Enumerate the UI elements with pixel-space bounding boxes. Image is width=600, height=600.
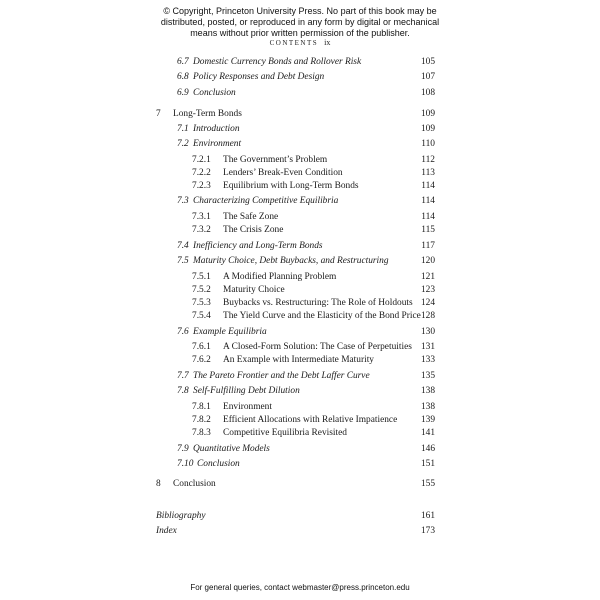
toc-entry-page: 107 <box>420 72 435 82</box>
toc-entry <box>177 444 270 455</box>
copyright-line: means without prior written permission of the publisher. <box>190 28 410 38</box>
toc-entry <box>192 402 272 413</box>
toc-entry <box>192 298 413 309</box>
toc-entry-page: 138 <box>420 402 435 412</box>
toc-entry-page: 112 <box>421 155 435 165</box>
toc-entry <box>192 415 397 426</box>
toc-entry-page: 124 <box>420 298 435 308</box>
toc-entry-number: 7.3 <box>177 196 189 206</box>
toc-entry-title: Domestic Currency Bonds and Rollover Risk <box>193 57 362 67</box>
toc-entry-title: Competitive Equilibria Revisited <box>223 428 347 438</box>
toc-entry <box>192 225 283 236</box>
toc-entry-number: 7.5.1 <box>192 272 211 282</box>
toc-entry-title: The Yield Curve and the Elasticity of the Bond Price <box>223 311 421 321</box>
toc-entry <box>177 327 267 338</box>
toc-entry <box>156 526 177 537</box>
toc-entry-number: 7.2.3 <box>192 181 211 191</box>
toc-entry-page: 105 <box>420 57 435 67</box>
toc-entry-title: Conclusion <box>197 459 240 469</box>
toc-entry <box>192 212 278 223</box>
toc-entry-page: 114 <box>421 196 435 206</box>
toc-entry <box>192 168 343 179</box>
toc-entry-title: Example Equilibria <box>193 327 267 337</box>
running-head-page-number: ix <box>324 38 331 47</box>
toc-entry <box>192 311 421 322</box>
toc-entry-title: Conclusion <box>193 88 236 98</box>
toc-entry-number: 7.6.1 <box>192 342 211 352</box>
toc-entry-title: Characterizing Competitive Equilibria <box>193 196 339 206</box>
toc-entry-title: Index <box>156 526 177 536</box>
toc-entry-number: 7.5.3 <box>192 298 211 308</box>
toc-entry-title: Efficient Allocations with Relative Impatience <box>223 415 398 425</box>
toc-entry-number: 7.9 <box>177 444 189 454</box>
toc-entry-page: 139 <box>420 415 435 425</box>
toc-entry-page: 135 <box>420 371 435 381</box>
footer-contact: For general queries, contact webmaster@press.princeton.edu <box>190 583 410 592</box>
toc-entry-page: 108 <box>420 88 435 98</box>
toc-entry-number: 6.7 <box>177 57 189 67</box>
toc-entry-page: 138 <box>420 386 435 396</box>
toc-entry-title: Environment <box>223 402 272 412</box>
toc-entry-title: An Example with Intermediate Maturity <box>223 355 374 365</box>
toc-entry-number: 6.9 <box>177 88 189 98</box>
toc-entry-title: Environment <box>193 139 242 149</box>
toc-entry <box>177 386 300 397</box>
toc-entry-title: Introduction <box>193 124 240 134</box>
toc-entry-title: Long-Term Bonds <box>173 109 242 119</box>
toc-entry <box>177 72 324 83</box>
toc-entry-page: 121 <box>420 272 435 282</box>
toc-entry-title: Maturity Choice <box>223 285 285 295</box>
toc-entry-page: 155 <box>420 479 435 489</box>
toc-entry-number: 7.8.3 <box>192 428 211 438</box>
toc-entry-title: Lenders’ Break-Even Condition <box>223 168 343 178</box>
toc-entry-title: Equilibrium with Long-Term Bonds <box>223 181 359 191</box>
toc-entry-number: 7.8.2 <box>192 415 211 425</box>
toc-entry <box>192 355 374 366</box>
toc-entry-title: The Pareto Frontier and the Debt Laffer Curve <box>193 371 370 381</box>
toc-entry <box>192 155 327 166</box>
toc-entry-number: 7.2 <box>177 139 189 149</box>
toc-entry-number: 7 <box>156 109 161 119</box>
toc-entry-number: 6.8 <box>177 72 189 82</box>
toc-entry-page: 131 <box>420 342 435 352</box>
toc-entry-title: Self-Fulfilling Debt Dilution <box>193 386 300 396</box>
toc-entry-number: 7.8 <box>177 386 189 396</box>
toc-entry-page: 161 <box>420 511 435 521</box>
toc-entry-number: 7.2.2 <box>192 168 211 178</box>
toc-entry-title: A Closed-Form Solution: The Case of Perpetuities <box>223 342 412 352</box>
toc-entry-page: 173 <box>420 526 435 536</box>
toc-entry <box>177 196 338 207</box>
toc-entry-number: 7.5 <box>177 256 189 266</box>
toc-entry-number: 7.3.2 <box>192 225 211 235</box>
toc-entry-number: 7.8.1 <box>192 402 211 412</box>
toc-entry <box>156 511 205 522</box>
toc-entry <box>192 428 347 439</box>
toc-entry-page: 146 <box>420 444 435 454</box>
toc-entry-number: 7.6 <box>177 327 189 337</box>
toc-entry-number: 7.10 <box>177 459 194 469</box>
toc-entry-page: 109 <box>420 109 435 119</box>
toc-entry-number: 7.3.1 <box>192 212 211 222</box>
toc-entry-page: 128 <box>420 311 435 321</box>
toc-entry <box>156 109 242 120</box>
toc-entry-page: 114 <box>421 212 435 222</box>
toc-entry-page: 109 <box>420 124 435 134</box>
toc-entry-number: 7.1 <box>177 124 189 134</box>
toc-entry <box>177 256 389 267</box>
toc-entry-page: 151 <box>420 459 435 469</box>
toc-entry-page: 130 <box>420 327 435 337</box>
toc-entry-number: 7.7 <box>177 371 189 381</box>
toc-entry-page: 114 <box>421 181 435 191</box>
running-head-label: CONTENTS <box>269 39 319 47</box>
toc-entry <box>192 272 336 283</box>
toc-entry-page: 115 <box>421 225 435 235</box>
toc-entry <box>177 459 240 470</box>
toc-entry-page: 141 <box>420 428 435 438</box>
toc-entry-title: The Crisis Zone <box>223 225 284 235</box>
toc-entry-page: 117 <box>421 241 435 251</box>
toc-entry-title: Quantitative Models <box>193 444 270 454</box>
toc-entry-title: Maturity Choice, Debt Buybacks, and Restructuring <box>193 256 389 266</box>
toc-entry-page: 113 <box>421 168 435 178</box>
toc-entry <box>177 57 361 68</box>
toc-entry <box>192 285 285 296</box>
toc-entry-title: The Government’s Problem <box>223 155 328 165</box>
toc-entry-page: 133 <box>420 355 435 365</box>
toc-entry <box>156 479 216 490</box>
toc-entry-title: Buybacks vs. Restructuring: The Role of Holdouts <box>223 298 413 308</box>
toc-entry-page: 120 <box>420 256 435 266</box>
copyright-line: distributed, posted, or reproduced in any form by digital or mechanical <box>160 17 440 27</box>
toc-entry-number: 7.6.2 <box>192 355 211 365</box>
toc-entry <box>177 88 236 99</box>
toc-entry <box>192 342 412 353</box>
toc-entry-title: Bibliography <box>156 511 206 521</box>
toc-entry-title: The Safe Zone <box>223 212 279 222</box>
toc-entry <box>177 241 323 252</box>
toc-entry <box>192 181 359 192</box>
toc-entry-title: Policy Responses and Debt Design <box>193 72 325 82</box>
toc-entry-page: 110 <box>421 139 435 149</box>
toc-entry-number: 7.5.4 <box>192 311 211 321</box>
toc-entry-title: Inefficiency and Long-Term Bonds <box>193 241 323 251</box>
toc-entry <box>177 139 241 150</box>
toc-entry <box>177 124 240 135</box>
toc-entry-number: 7.4 <box>177 241 189 251</box>
toc-entry-title: A Modified Planning Problem <box>223 272 337 282</box>
toc-entry-title: Conclusion <box>173 479 216 489</box>
toc-entry-number: 7.2.1 <box>192 155 211 165</box>
toc-entry-page: 123 <box>420 285 435 295</box>
toc-entry-number: 8 <box>156 479 161 489</box>
toc-entry-number: 7.5.2 <box>192 285 211 295</box>
toc-entry <box>177 371 370 382</box>
copyright-line: © Copyright, Princeton University Press. No part of this book may be <box>163 6 437 16</box>
